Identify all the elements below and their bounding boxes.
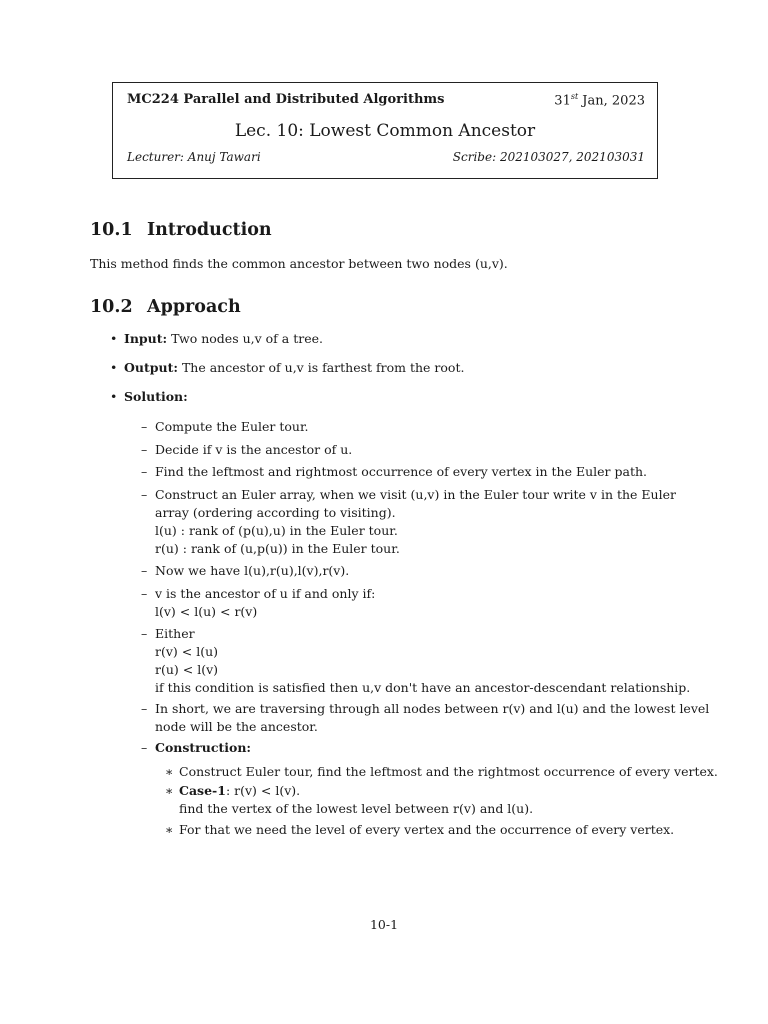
dash-marker-icon: – <box>141 464 148 479</box>
step-line: array (ordering according to visiting). <box>155 505 396 520</box>
bullet-dot-icon: • <box>110 360 118 375</box>
dash-marker-icon: – <box>141 740 148 755</box>
construction-step <box>165 821 674 839</box>
construction-step <box>165 763 718 781</box>
solution-step <box>141 739 251 757</box>
case-label: Case-1 <box>179 783 226 798</box>
solution-step <box>141 441 352 459</box>
asterisk-marker-icon: ∗ <box>165 783 174 798</box>
dash-marker-icon: – <box>141 626 148 641</box>
solution-step <box>141 700 709 736</box>
bullet-dot-icon: • <box>110 389 118 404</box>
bullet-dot-icon: • <box>110 331 118 346</box>
step-line: Compute the Euler tour. <box>155 419 309 434</box>
section-heading-approach: 10.2 Approach <box>90 297 241 317</box>
scribe-ids: Scribe: 202103027, 202103031 <box>452 150 645 164</box>
step-line: Now we have l(u),r(u),l(v),r(v). <box>155 563 350 578</box>
step-line: l(v) < l(u) < r(v) <box>155 604 258 619</box>
solution-step <box>141 418 309 436</box>
lecture-title: Lec. 10: Lowest Common Ancestor <box>234 121 536 141</box>
step-line: if this condition is satisfied then u,v don't have an ancestor-descendant relationship. <box>155 680 691 695</box>
bullet-input: • Input: Two nodes u,v of a tree. <box>110 331 323 346</box>
step-line: Decide if v is the ancestor of u. <box>155 442 353 457</box>
solution-step <box>141 562 349 580</box>
solution-step <box>141 625 690 697</box>
step-line: r(v) < l(u) <box>155 644 219 659</box>
step-line: node will be the ancestor. <box>155 719 318 734</box>
step-line: l(u) : rank of (p(u),u) in the Euler tour. <box>155 523 398 538</box>
dash-marker-icon: – <box>141 419 148 434</box>
step-line: v is the ancestor of u if and only if: <box>155 586 376 601</box>
dash-marker-icon: – <box>141 563 148 578</box>
lecture-date: 31st Jan, 2023 <box>554 92 645 109</box>
step-line: r(u) < l(v) <box>155 662 219 677</box>
step-line: Construct Euler tour, find the leftmost and the rightmost occurrence of every vertex. <box>179 764 718 779</box>
solution-step <box>141 486 676 558</box>
construction-step <box>165 782 533 818</box>
step-line: find the vertex of the lowest level between r(v) and l(u). <box>179 801 534 816</box>
dash-marker-icon: – <box>141 586 148 601</box>
step-line: Either <box>155 626 195 641</box>
solution-step <box>141 463 647 481</box>
page-number: 10-1 <box>369 917 399 932</box>
course-title: MC224 Parallel and Distributed Algorithms <box>127 92 445 107</box>
bullet-output: • Output: The ancestor of u,v is farthest from the root. <box>110 360 465 375</box>
asterisk-marker-icon: ∗ <box>165 822 174 837</box>
step-line: Construction: <box>155 740 252 755</box>
step-line: In short, we are traversing through all nodes between r(v) and l(u) and the lowest level <box>155 701 710 716</box>
header-box <box>112 82 658 179</box>
dash-marker-icon: – <box>141 701 148 716</box>
solution-step <box>141 585 375 621</box>
section-heading-introduction: 10.1 Introduction <box>90 220 272 240</box>
bullet-solution: • Solution: <box>110 389 188 404</box>
intro-paragraph: This method finds the common ancestor between two nodes (u,v). <box>90 256 508 271</box>
step-line: For that we need the level of every vertex and the occurrence of every vertex. <box>179 822 675 837</box>
dash-marker-icon: – <box>141 442 148 457</box>
step-line: Case-1: r(v) < l(v). <box>179 783 301 798</box>
step-line: Find the leftmost and rightmost occurrence of every vertex in the Euler path. <box>155 464 647 479</box>
step-line: r(u) : rank of (u,p(u)) in the Euler tour. <box>155 541 400 556</box>
asterisk-marker-icon: ∗ <box>165 764 174 779</box>
lecturer-name: Lecturer: Anuj Tawari <box>127 150 261 164</box>
step-line: Construct an Euler array, when we visit (u,v) in the Euler tour write v in the Euler <box>155 487 676 502</box>
dash-marker-icon: – <box>141 487 148 502</box>
